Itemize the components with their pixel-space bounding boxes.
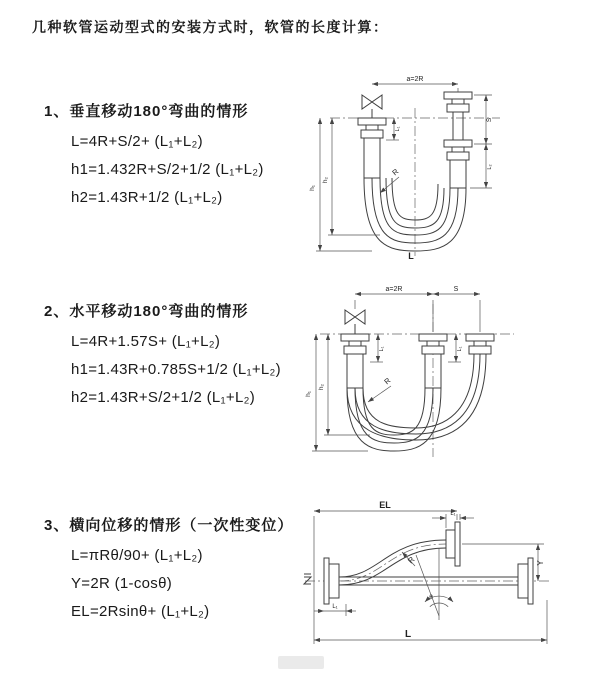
hose-u-curve-original <box>347 388 441 451</box>
hose-artwork <box>341 310 494 451</box>
dim-label-width: a=2R <box>406 76 424 83</box>
dim-label-h1: h₁ <box>305 391 312 397</box>
dim-label-radius: R <box>382 375 393 387</box>
flange-top <box>446 530 455 558</box>
dim-label-s: S <box>486 117 493 123</box>
dim-label-y: Y <box>536 560 545 566</box>
dim-label-el: EL <box>379 500 391 510</box>
formula-line: L=4R+S/2+ (L₁+L₂) <box>71 133 203 150</box>
diagram-horizontal-180-bend <box>298 282 530 462</box>
hose-artwork <box>304 522 533 604</box>
section-3-text <box>44 514 293 626</box>
dim-label-l1-top: L₁ <box>450 511 456 517</box>
dimension-lines <box>314 500 547 644</box>
section-2-heading: 2、水平移动180°弯曲的情形 <box>44 303 249 320</box>
formula-line: h2=1.43R+S/2+1/2 (L₁+L₂) <box>71 389 256 406</box>
formula-line: h1=1.43R+0.785S+1/2 (L₁+L₂) <box>71 361 281 378</box>
axis-break-mark <box>304 574 311 584</box>
formula-line: h1=1.432R+S/2+1/2 (L₁+L₂) <box>71 161 264 178</box>
dim-label-radius: R <box>406 555 417 566</box>
dim-label-theta: θ <box>429 594 433 601</box>
braided-section-left <box>364 138 380 178</box>
valve-icon <box>345 310 365 324</box>
flange-left <box>341 334 369 341</box>
flange-left <box>324 558 329 604</box>
dim-label-length: L <box>404 629 412 640</box>
dim-label-width: a=2R <box>385 286 403 293</box>
hose-displaced <box>339 540 446 577</box>
flange-left <box>358 118 386 125</box>
dim-label-l2: L₂ <box>487 164 493 170</box>
formula-line: L=4R+1.57S+ (L₁+L₂) <box>71 333 221 350</box>
formula-line: EL=2Rsinθ+ (L₁+L₂) <box>71 603 210 620</box>
formula-line: h2=1.43R+1/2 (L₁+L₂) <box>71 189 223 206</box>
dim-label-h2: h₂ <box>318 383 325 391</box>
dim-label-radius: R <box>390 166 401 178</box>
page-title: 几种软管运动型式的安装方式时，软管的长度计算： <box>32 19 389 35</box>
watermark <box>278 656 324 669</box>
braided-section-right <box>450 160 466 188</box>
dim-label-l1: L₁ <box>395 126 401 132</box>
braided-section-left <box>347 354 363 388</box>
dim-label-h1: h₁ <box>309 185 316 191</box>
flange-middle <box>419 334 447 341</box>
dim-label-l1-mid: L₁ <box>457 346 463 352</box>
dim-label-l1-left: L₁ <box>379 346 385 352</box>
section-2-text <box>44 300 281 412</box>
dim-label-l1-bottom: L₁ <box>332 604 338 610</box>
diagram-lateral-displacement <box>300 498 560 658</box>
dim-label-h2: h₂ <box>322 176 329 184</box>
valve-icon <box>362 95 382 109</box>
dim-label-s: S <box>453 286 459 293</box>
flange-right-lower <box>444 140 472 147</box>
diagram-vertical-180-bend <box>300 70 520 260</box>
section-1-heading: 1、垂直移动180°弯曲的情形 <box>44 103 249 120</box>
flange-right <box>466 334 494 341</box>
section-3-heading: 3、横向位移的情形（一次性变位） <box>44 517 294 534</box>
dim-label-length: L <box>408 251 414 260</box>
formula-line: L=πRθ/90+ (L₁+L₂) <box>71 547 203 564</box>
flange-right-upper <box>444 92 472 99</box>
flange-right <box>518 564 528 598</box>
section-1-text <box>44 100 264 212</box>
formula-line: Y=2R (1-cosθ) <box>71 575 173 592</box>
